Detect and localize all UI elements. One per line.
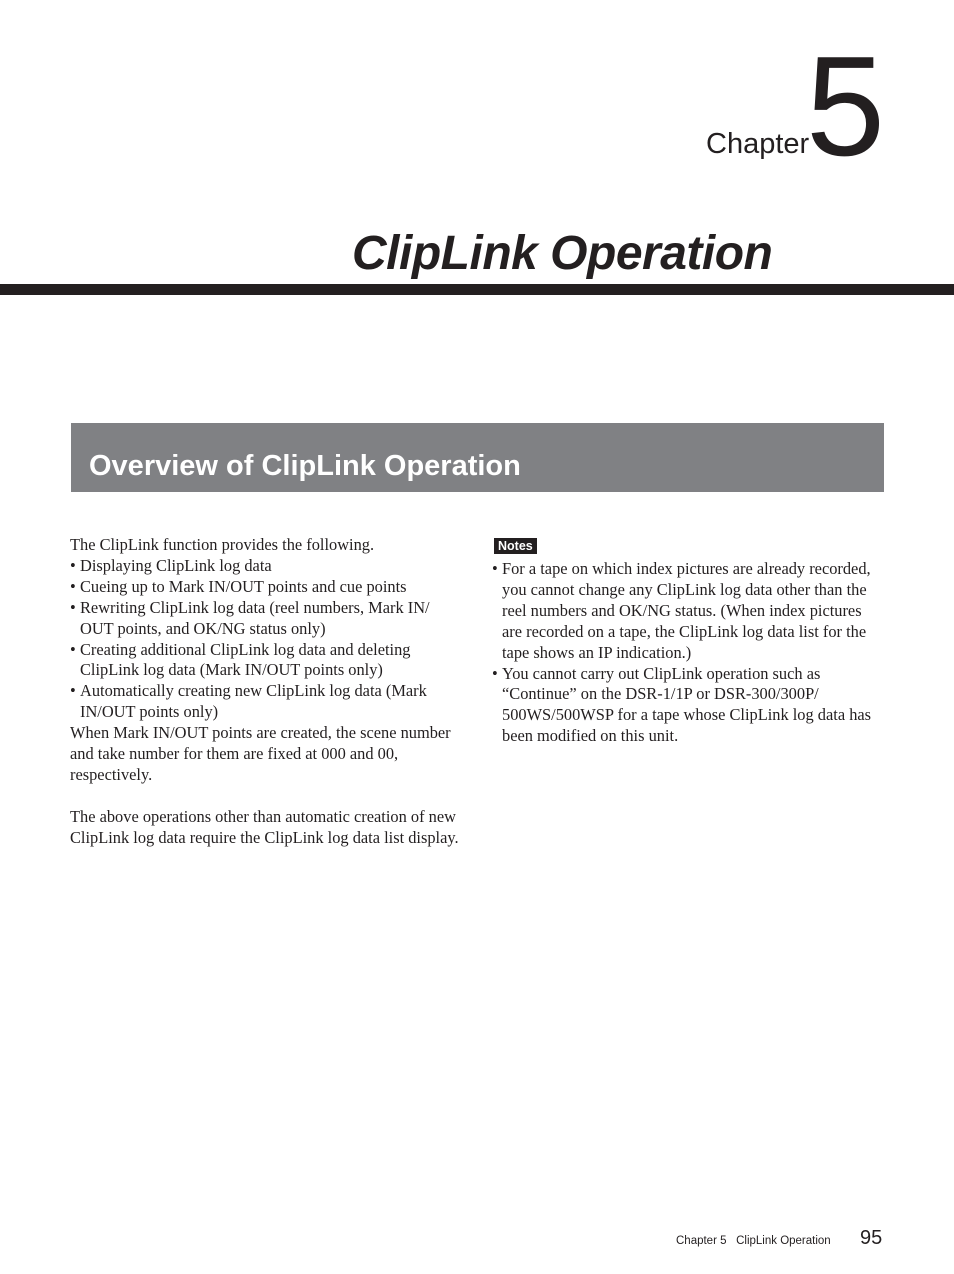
intro-text: The ClipLink function provides the following.: [70, 535, 375, 554]
list-item: • Automatically creating new ClipLink log data (Mark IN/OUT points only): [70, 681, 465, 723]
list-item: • Rewriting ClipLink log data (reel numbers, Mark IN/ OUT points, and OK/NG status only): [70, 598, 465, 640]
body-paragraph: When Mark IN/OUT points are created, the scene number and take number for them are fixed at 000 and 00, respectively.: [70, 723, 451, 784]
notes-badge: Notes: [494, 538, 537, 554]
notes-list: [492, 559, 882, 747]
section-header: [71, 423, 884, 492]
list-item: • For a tape on which index pictures are already recorded, you cannot change any ClipLink log data other than the reel numbers and OK/NG status. (When index pictures are recorded on a tape, the ClipLink log data list for the tape shows an IP indication.): [492, 559, 882, 664]
section-title: Overview of ClipLink Operation: [89, 450, 521, 482]
body-paragraph: The above operations other than automatic creation of new ClipLink log data require the ClipLink log data list display.: [70, 806, 459, 847]
footer-chapter-ref: Chapter 5 ClipLink Operation: [676, 1235, 831, 1247]
chapter-label: Chapter: [706, 128, 810, 160]
page-number: 95: [860, 1227, 883, 1249]
left-column: [70, 535, 465, 849]
list-item: • Cueing up to Mark IN/OUT points and cue points: [70, 577, 465, 598]
list-item: • Creating additional ClipLink log data and deleting ClipLink log data (Mark IN/OUT points only): [70, 640, 465, 682]
right-column: [492, 535, 882, 747]
list-item: • You cannot carry out ClipLink operation such as “Continue” on the DSR-1/1P or DSR-300/300P/ 500WS/500WSP for a tape whose ClipLink log data has been modified on this unit.: [492, 664, 882, 748]
chapter-rule: [0, 284, 954, 295]
list-item: • Displaying ClipLink log data: [70, 556, 465, 577]
chapter-number: 5: [806, 27, 883, 186]
chapter-title: ClipLink Operation: [352, 227, 773, 280]
feature-list: [70, 556, 465, 723]
